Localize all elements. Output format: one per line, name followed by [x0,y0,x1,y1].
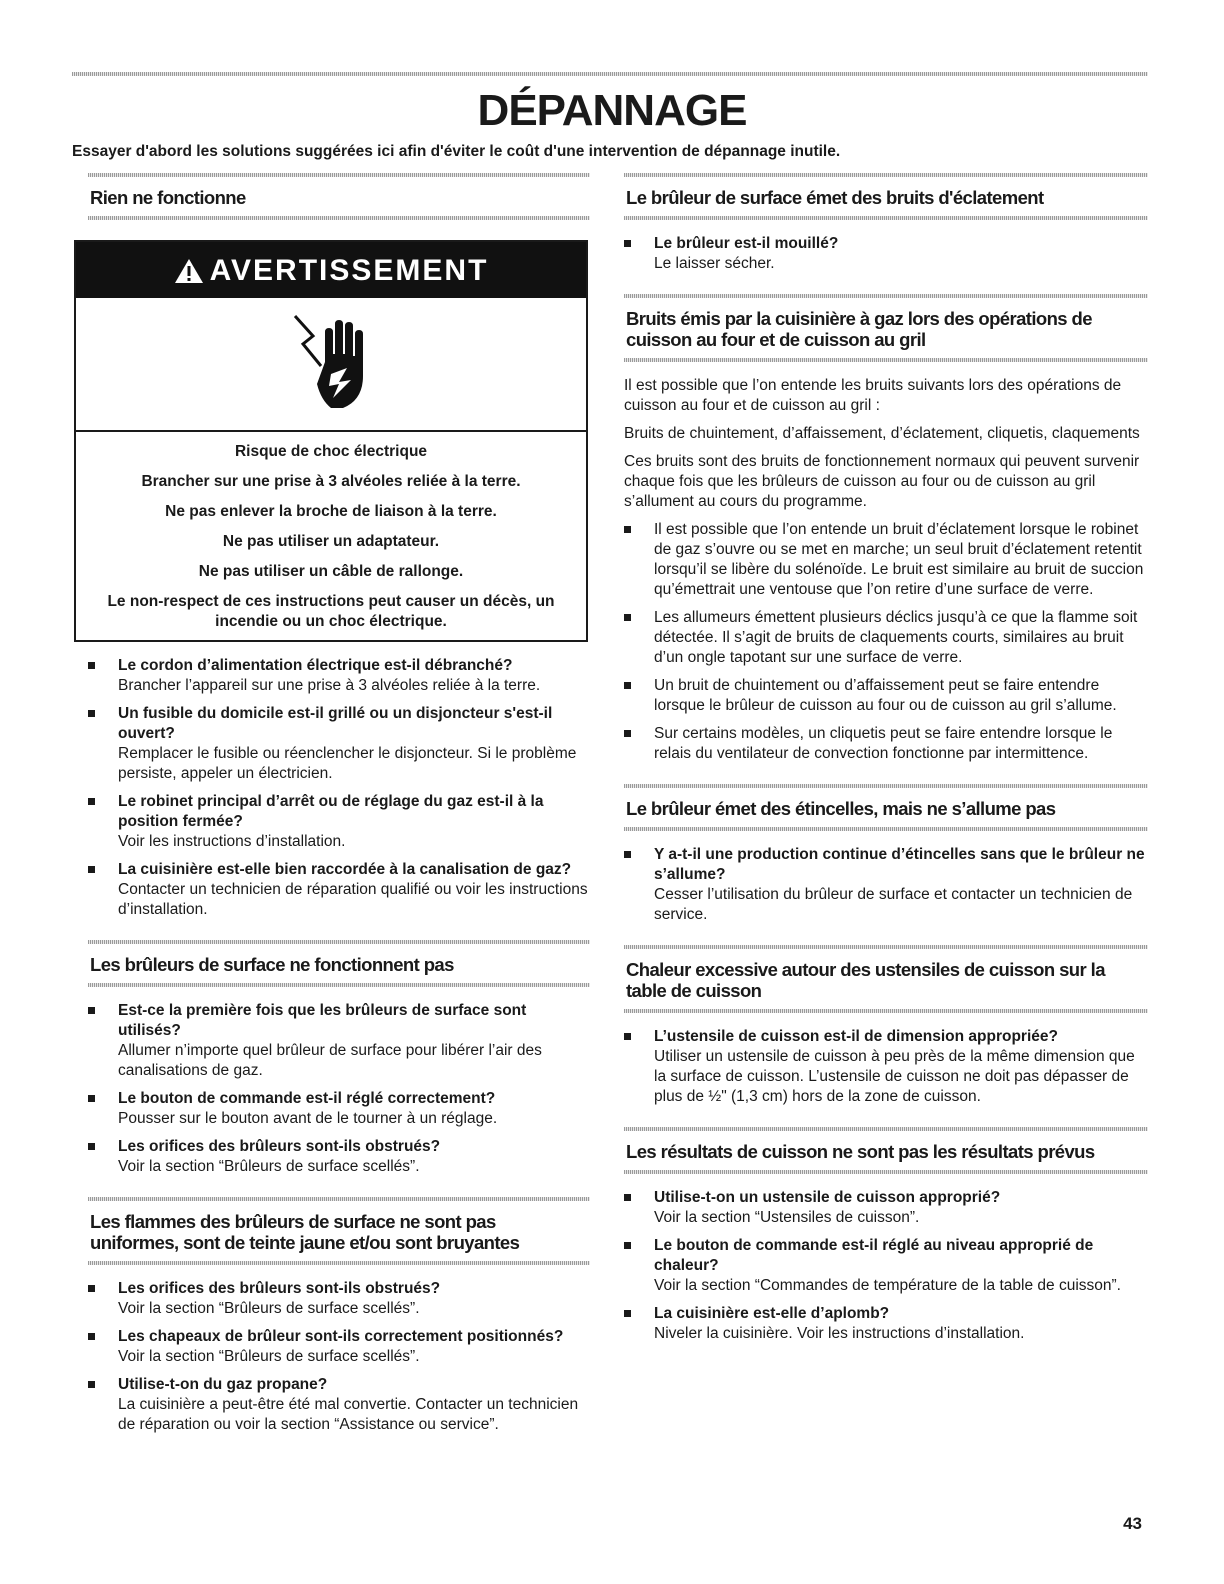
section-heading: Chaleur excessive autour des ustensiles de cuisson sur la table de cuisson [626,959,1105,1001]
list-item: Est-ce la première fois que les brûleurs de surface sont utilisés? Allumer n’importe quel brûleur de surface pour libérer l’air des canalisations de gaz. [88,1001,590,1081]
bullet-icon [624,614,631,621]
section-heading: Bruits émis par la cuisinière à gaz lors des opérations de cuisson au four et de cuisson au gril [626,308,1092,350]
list-item: Un bruit de chuintement ou d’affaissement peut se faire entendre lorsque le brûleur de cuisson au four ou de cuisson au gril s’allume. [624,676,1148,716]
page-number: 43 [1123,1514,1142,1533]
top-rule [72,72,1148,76]
bullet-icon [624,1033,631,1040]
list-item: Sur certains modèles, un cliquetis peut se faire entendre lorsque le relais du ventilateur de convection fonctionne par intermittence. [624,724,1148,764]
list-item: Les chapeaux de brûleur sont-ils correctement positionnés? Voir la section “Brûleurs de surface scellés”. [88,1327,590,1367]
warning-header [76,242,586,298]
section-bruits [624,294,1148,362]
bullet-icon [88,662,95,669]
bullet-icon [88,1143,95,1150]
bullet-icon [624,526,631,533]
section-heading: Les brûleurs de surface ne fonctionnent pas [90,954,454,975]
bullet-icon [624,1242,631,1249]
warning-line: Ne pas utiliser un câble de rallonge. [198,563,464,580]
bullet-icon [624,682,631,689]
bullet-icon [88,866,95,873]
warning-risk: Risque de choc électrique [234,443,428,460]
list-item: La cuisinière est-elle d’aplomb? Niveler la cuisinière. Voir les instructions d’installation. [624,1304,1148,1344]
chaleur-list [624,1027,1148,1107]
list-item: La cuisinière est-elle bien raccordée à la canalisation de gaz? Contacter un technicien de réparation qualifié ou voir les instructions d’installation. [88,860,590,920]
resultats-list [624,1188,1148,1344]
list-item: Le bouton de commande est-il réglé correctement? Pousser sur le bouton avant de le tourner à un réglage. [88,1089,590,1129]
list-item: Un fusible du domicile est-il grillé ou un disjoncteur s'est-il ouvert? Remplacer le fusible ou réenclencher le disjoncteur. Si le problème persiste, appeler un électricien. [88,704,590,784]
list-item: Le cordon d’alimentation électrique est-il débranché? Brancher l’appareil sur une prise à 3 alvéoles reliée à la terre. [88,656,590,696]
bullet-icon [624,1194,631,1201]
bullet-icon [624,730,631,737]
bullet-icon [88,1007,95,1014]
bullet-icon [88,1095,95,1102]
bullet-icon [88,1285,95,1292]
warning-box [74,240,588,642]
bullet-icon [88,798,95,805]
section-resultats [624,1127,1148,1174]
bullet-icon [88,1333,95,1340]
right-column [624,173,1148,1352]
list-item: Y a-t-il une production continue d’étincelles sans que le brûleur ne s’allume? Cesser l’utilisation du brûleur de surface et contacter un technicien de service. [624,845,1148,925]
list-item: L’ustensile de cuisson est-il de dimension appropriée? Utiliser un ustensile de cuisson à peu près de la même dimension que la surface de cuisson. L’ustensile de cuisson ne doit pas dépasser de plus de ½" (1,3 cm) hors de la zone de cuisson. [624,1027,1148,1107]
section-chaleur [624,945,1148,1013]
list-item: Le brûleur est-il mouillé? Le laisser sécher. [624,234,1148,274]
list-item: Les orifices des brûleurs sont-ils obstrués? Voir la section “Brûleurs de surface scellés”. [88,1279,590,1319]
warning-line: Ne pas enlever la broche de liaison à la terre. [165,503,497,520]
section-bruleurs-surface [88,940,590,987]
warning-line: Brancher sur une prise à 3 alvéoles reliée à la terre. [141,473,521,490]
section-heading: Le brûleur émet des étincelles, mais ne s’allume pas [626,798,1056,819]
list-item: Les allumeurs émettent plusieurs déclics jusqu’à ce que la flamme soit détectée. Il s’agit de bruits de claquements courts, similaires au bruit d’un ongle tapotant sur une surface de verre. [624,608,1148,668]
bruits-list [624,520,1148,764]
warning-line: Le non-respect de ces instructions peut causer un décès, un incendie ou un choc électrique. [107,593,555,630]
section-rien-ne-fonctionne [88,173,590,220]
section-heading: Les résultats de cuisson ne sont pas les résultats prévus [626,1141,1095,1162]
eclatement-list [624,234,1148,274]
rien-list [88,656,590,920]
list-item: Il est possible que l’on entende un bruit d’éclatement lorsque le robinet de gaz s’ouvre ou se met en marche; un seul bruit d’éclatement retentit lorsqu’il se libère du solénoïde. Le bruit est similaire au bruit de succion qu’émettrait une ventouse que l’on retire d’une surface de verre. [624,520,1148,600]
warning-triangle-icon [174,258,204,284]
bullet-icon [624,1310,631,1317]
list-item: Les orifices des brûleurs sont-ils obstrués? Voir la section “Brûleurs de surface scellés”. [88,1137,590,1177]
list-item: Le robinet principal d’arrêt ou de réglage du gaz est-il à la position fermée? Voir les instructions d’installation. [88,792,590,852]
section-flammes [88,1197,590,1265]
section-heading: Les flammes des brûleurs de surface ne sont pas uniformes, sont de teinte jaune et/ou sont bruyantes [90,1211,520,1253]
page-title: DÉPANNAGE [477,86,747,135]
paragraph: Bruits de chuintement, d’affaissement, d’éclatement, cliquetis, claquements [624,425,1140,442]
bullet-icon [624,851,631,858]
paragraph: Ces bruits sont des bruits de fonctionnement normaux qui peuvent survenir chaque fois que les brûleurs de cuisson au four ou de cuisson au gril s’allument au cours du programme. [624,453,1140,510]
list-item: Utilise-t-on un ustensile de cuisson approprié? Voir la section “Ustensiles de cuisson”. [624,1188,1148,1228]
left-column [88,173,590,1443]
section-eclatement [624,173,1148,220]
bullet-icon [88,710,95,717]
bullet-icon [88,1381,95,1388]
electric-shock-hand-icon [291,314,371,414]
bruleurs-list [88,1001,590,1177]
list-item: Le bouton de commande est-il réglé au niveau approprié de chaleur? Voir la section “Commandes de température de la table de cuisson”. [624,1236,1148,1296]
section-heading: Le brûleur de surface émet des bruits d'éclatement [626,187,1044,208]
warning-line: Ne pas utiliser un adaptateur. [222,533,440,550]
warning-header-label: AVERTISSEMENT [209,254,489,287]
section-heading: Rien ne fonctionne [90,187,246,208]
section-etincelles [624,784,1148,831]
paragraph: Il est possible que l’on entende les bruits suivants lors des opérations de cuisson au four et de cuisson au gril : [624,377,1122,414]
list-item: Utilise-t-on du gaz propane? La cuisinière a peut-être été mal convertie. Contacter un technicien de réparation ou voir la section “Assistance ou service”. [88,1375,590,1435]
intro-text: Essayer d'abord les solutions suggérées ici afin d'éviter le coût d'une intervention de dépannage inutile. [72,143,841,160]
bullet-icon [624,240,631,247]
flammes-list [88,1279,590,1435]
etincelles-list [624,845,1148,925]
